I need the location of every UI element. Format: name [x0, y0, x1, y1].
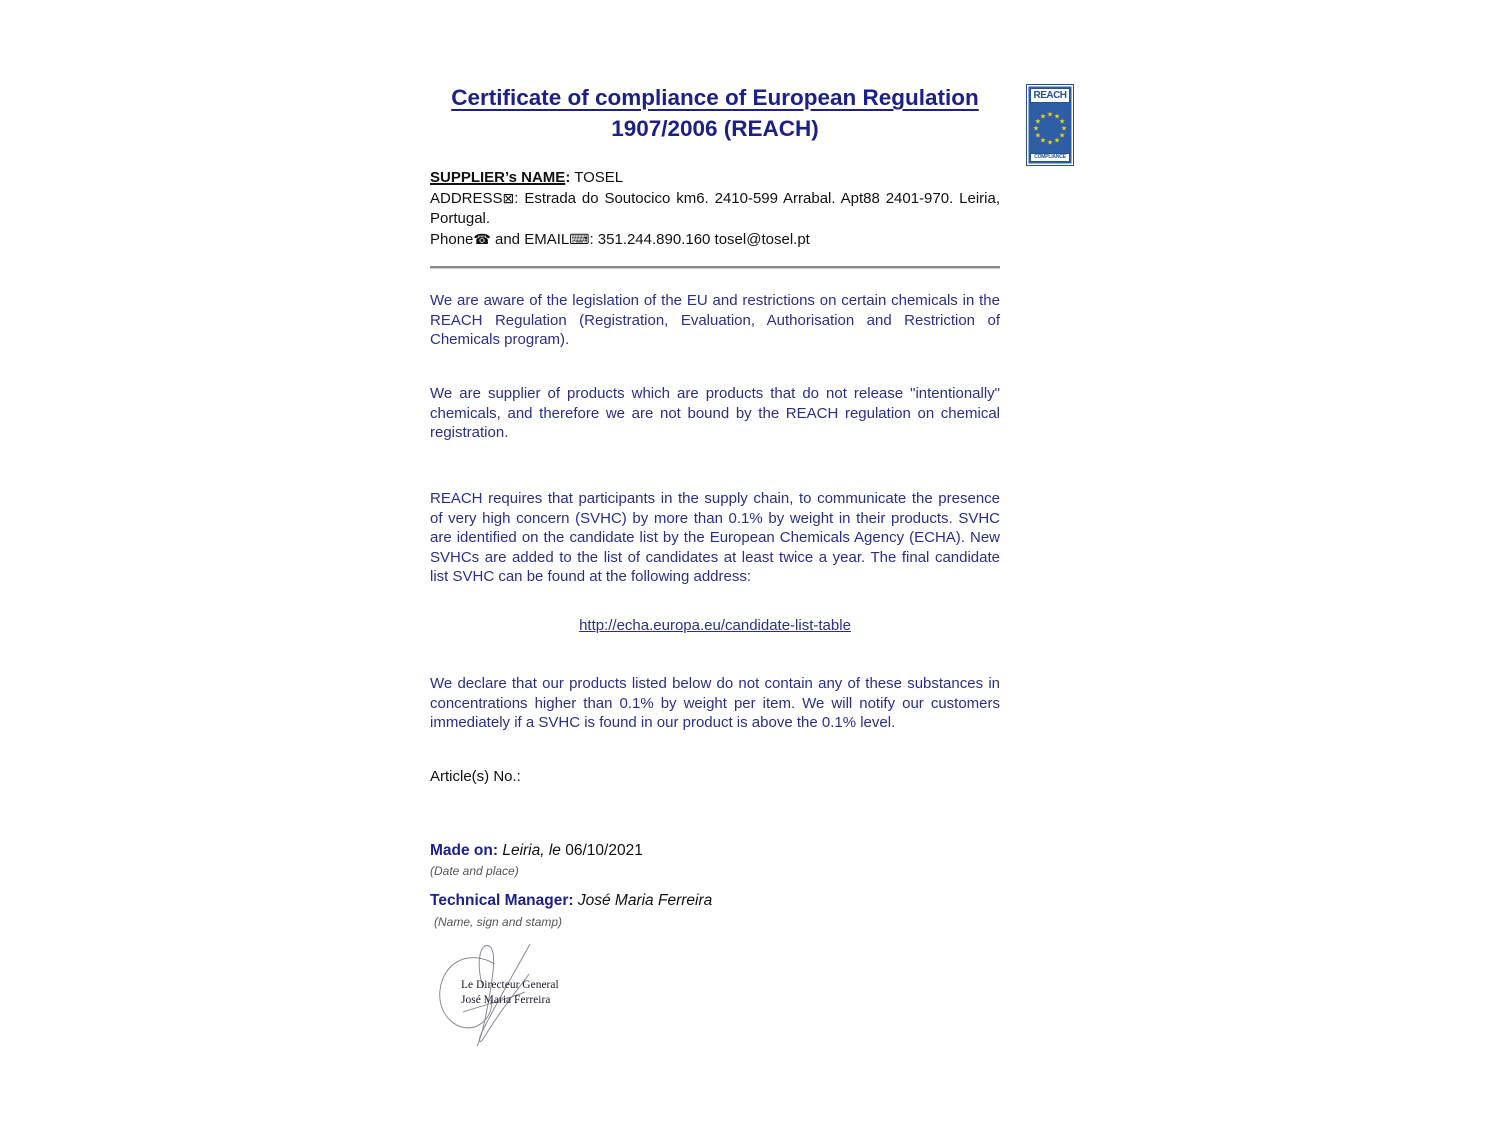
- eu-star-icon: ★: [1046, 139, 1054, 147]
- separator-line: [430, 266, 1000, 269]
- candidate-list-link-row: [430, 617, 1000, 635]
- eu-star-icon: ★: [1046, 111, 1054, 119]
- made-on-place: Leiria, le: [498, 842, 566, 859]
- made-on-date: 06/10/2021: [565, 842, 643, 859]
- eu-star-icon: ★: [1053, 137, 1061, 145]
- eu-star-icon: ★: [1034, 118, 1042, 126]
- paragraph-supplier-of: We are supplier of products which are products that do not release "intentionally" chemicals, and therefore we are not bound by the REACH regulation on chemical registration.: [430, 385, 1000, 441]
- envelope-icon: ⊠: [502, 190, 515, 206]
- article-no-label: Article(s) No.:: [430, 768, 521, 785]
- supplier-name-line: [430, 168, 1000, 188]
- supplier-name-label: SUPPLIER’s NAME: [430, 169, 566, 186]
- name-sign-note: (Name, sign and stamp): [434, 915, 563, 929]
- supplier-name-value: TOSEL: [570, 169, 624, 186]
- reach-compliance-logo: [1026, 84, 1074, 166]
- eu-star-icon: ★: [1058, 118, 1066, 126]
- title-line-2: 1907/2006 (REACH): [611, 116, 819, 141]
- signature-text: [461, 978, 559, 1008]
- supplier-block: [430, 168, 1000, 250]
- made-on-label: Made on:: [430, 842, 499, 859]
- supplier-contact-line: [430, 229, 1000, 250]
- title-line-1: Certificate of compliance of European Regulation: [451, 85, 979, 110]
- date-place-note: (Date and place): [430, 864, 519, 878]
- eu-star-icon: ★: [1032, 125, 1040, 133]
- supplier-address-line: [430, 188, 1000, 229]
- computer-icon: ⌨: [569, 231, 590, 247]
- email-label: and EMAIL: [490, 231, 570, 248]
- paragraph-reach-requires: REACH requires that participants in the supply chain, to communicate the presence of very high concern (SVHC) by more than 0.1% by weight in their products. SVHC are identified on the candidate list by the European Chemicals Agency (ECHA). New SVHCs are added to the list of candidates at least twice a year. The final candidate list SVHC can be found at the following address:: [430, 490, 1000, 585]
- technical-manager-line: [430, 892, 1000, 910]
- eu-star-icon: ★: [1058, 132, 1066, 140]
- eu-star-icon: ★: [1039, 137, 1047, 145]
- compliance-logo-label: COMPLIANCE: [1030, 153, 1070, 162]
- reach-logo-label: REACH: [1030, 88, 1070, 103]
- candidate-list-link[interactable]: http://echa.europa.eu/candidate-list-table: [579, 617, 851, 634]
- address-label: ADDRESS: [430, 190, 503, 207]
- signature-line-2: José Maria Ferreira: [461, 994, 551, 1006]
- phone-label: Phone: [430, 231, 474, 248]
- address-value: : Estrada do Soutocico km6. 2410-599 Arrabal. Apt88 2401-970. Leiria, Portugal.: [430, 190, 1000, 227]
- supplier-name-colon: :: [565, 169, 571, 186]
- technical-manager-value: José Maria Ferreira: [573, 892, 713, 909]
- signature-line-1: Le Directeur General: [461, 979, 559, 991]
- paragraph-declare: We declare that our products listed below do not contain any of these substances in concentrations higher than 0.1% by weight per item. We will notify our customers immediately if a SVHC is found in our product is above the 0.1% level.: [430, 675, 1000, 731]
- phone-icon: ☎: [473, 231, 491, 247]
- eu-star-icon: ★: [1039, 113, 1047, 121]
- technical-manager-label: Technical Manager:: [430, 892, 574, 909]
- eu-star-icon: ★: [1034, 132, 1042, 140]
- document-title: [430, 82, 1000, 144]
- contact-value: : 351.244.890.160 tosel@tosel.pt: [589, 231, 810, 248]
- eu-star-icon: ★: [1060, 125, 1068, 133]
- made-on-line: [430, 842, 1000, 860]
- signature-block: [433, 942, 583, 1062]
- paragraph-aware: We are aware of the legislation of the EU and restrictions on certain chemicals in the REACH Regulation (Registration, Evaluation, Authorisation and Restriction of Chemicals program).: [430, 292, 1000, 348]
- eu-star-icon: ★: [1053, 113, 1061, 121]
